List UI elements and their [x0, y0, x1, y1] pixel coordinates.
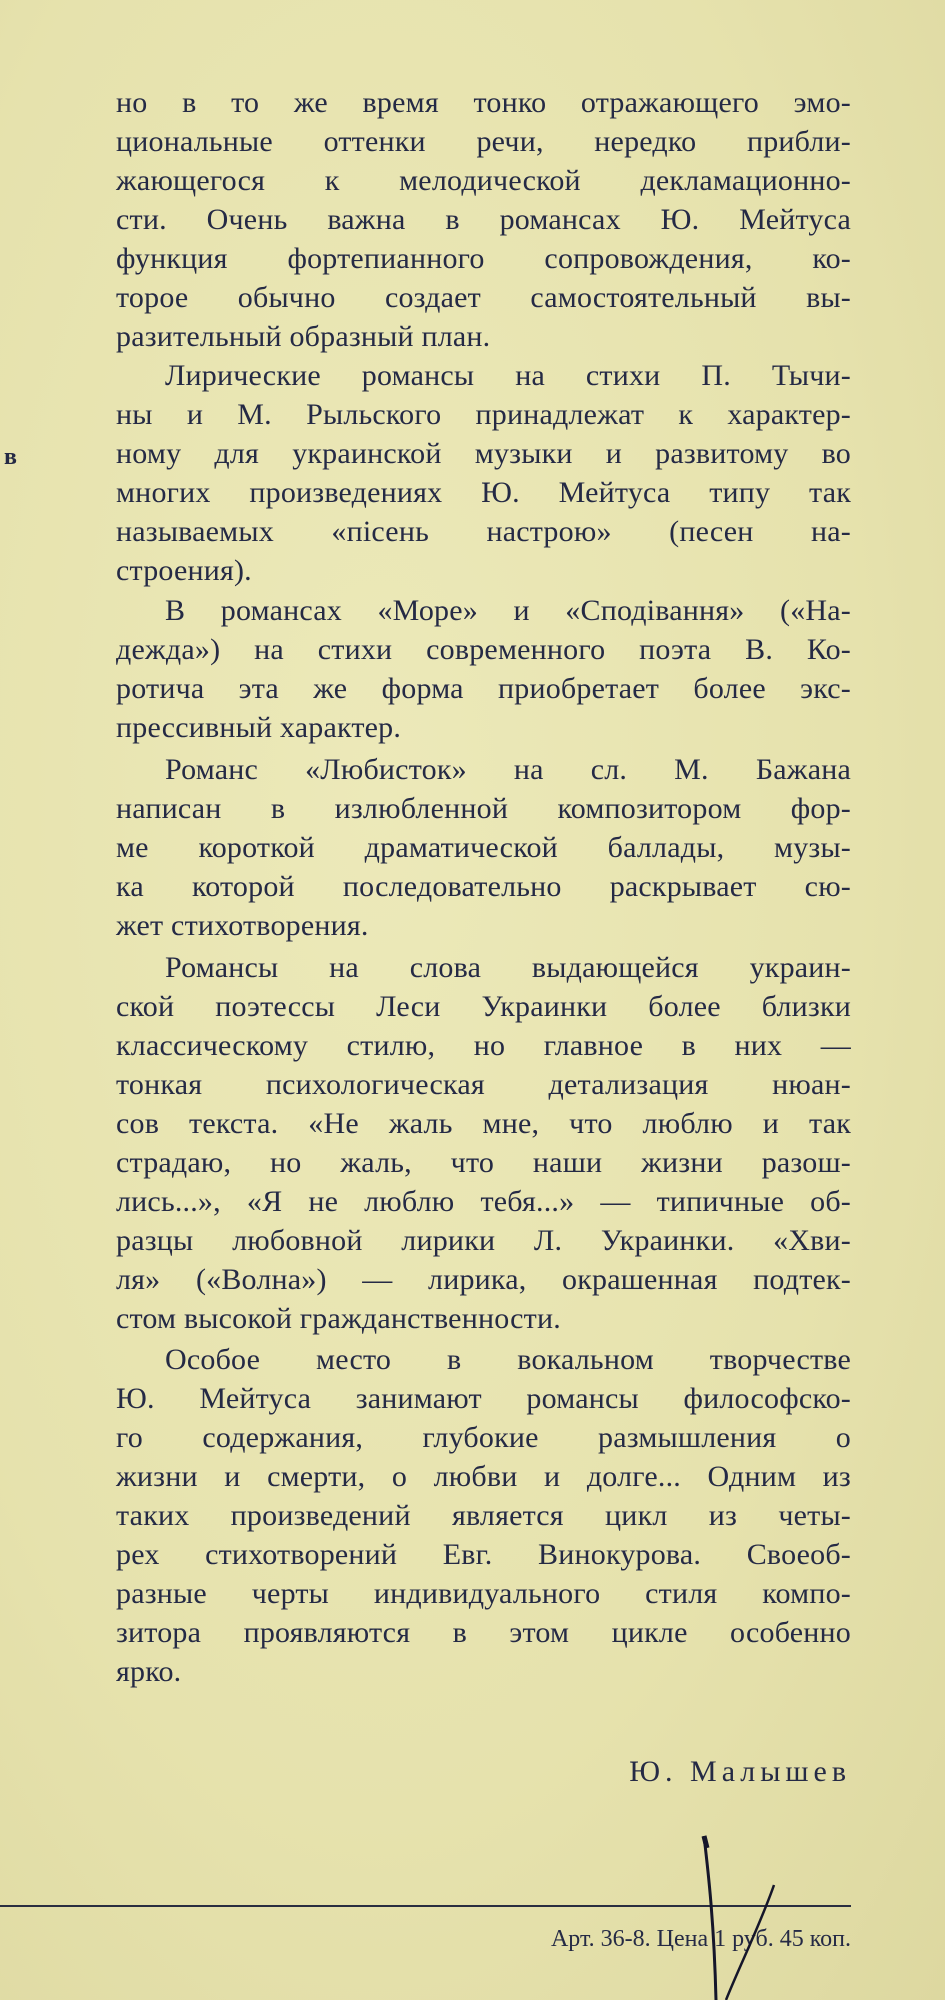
margin-mark: в: [4, 444, 17, 470]
text-line: сов текста. «Не жаль мне, что люблю и так: [116, 1107, 851, 1140]
text-line: го содержания, глубокие размышления о: [116, 1421, 851, 1454]
text-line: жизни и смерти, о любви и долге... Одним из: [116, 1460, 851, 1493]
text-line: таких произведений является цикл из четы-: [116, 1499, 851, 1532]
text-line: лись...», «Я не люблю тебя...» — типичные об-: [116, 1185, 851, 1218]
text-line: стом высокой гражданственности.: [116, 1302, 561, 1335]
text-line: ля» («Волна») — лирика, окрашенная подтек-: [116, 1263, 851, 1296]
text-line: торое обычно создает самостоятельный вы-: [116, 281, 851, 314]
text-line: многих произведениях Ю. Мейтуса типу так: [116, 476, 851, 509]
text-line: рех стихотворений Евг. Винокурова. Своеоб-: [116, 1538, 851, 1571]
text-line: зитора проявляются в этом цикле особенно: [116, 1616, 851, 1649]
text-line: циональные оттенки речи, нередко прибли-: [116, 125, 851, 158]
text-line: ному для украинской музыки и развитому во: [116, 437, 851, 470]
text-line: Романсы на слова выдающейся украин-: [165, 951, 851, 984]
text-line: Романс «Любисток» на сл. М. Бажана: [165, 753, 851, 786]
text-line: страдаю, но жаль, что наши жизни разош-: [116, 1146, 851, 1179]
text-line: жающегося к мелодической декламационно-: [116, 164, 851, 197]
text-line: ме короткой драматической баллады, музы-: [116, 831, 851, 864]
text-line: ярко.: [116, 1655, 182, 1688]
text-line: строения).: [116, 554, 252, 587]
text-line: жет стихотворения.: [116, 909, 369, 942]
handwritten-mark-icon: [690, 1830, 810, 2000]
text-line: ка которой последовательно раскрывает сю-: [116, 870, 851, 903]
text-line: ротича эта же форма приобретает более экс-: [116, 672, 851, 705]
text-line: прессивный характер.: [116, 711, 402, 744]
text-line: функция фортепианного сопровождения, ко-: [116, 242, 851, 275]
text-line: классическому стилю, но главное в них —: [116, 1029, 851, 1062]
text-line: дежда») на стихи современного поэта В. Ко-: [116, 633, 851, 666]
text-line: Особое место в вокальном творчестве: [165, 1343, 851, 1376]
author-signature-line: Ю. Малышев: [629, 1755, 851, 1788]
text-line: Ю. Мейтуса занимают романсы философско-: [116, 1382, 851, 1415]
text-line: В романсах «Море» и «Сподiвання» («На-: [165, 594, 851, 627]
text-line: сти. Очень важна в романсах Ю. Мейтуса: [116, 203, 851, 236]
text-line: но в то же время тонко отражающего эмо-: [116, 86, 851, 119]
text-line: ской поэтессы Леси Украинки более близки: [116, 990, 851, 1023]
text-line: тонкая психологическая детализация нюан-: [116, 1068, 851, 1101]
text-line: разные черты индивидуального стиля компо-: [116, 1577, 851, 1610]
text-line: Лирические романсы на стихи П. Тычи-: [165, 359, 851, 392]
text-line: разцы любовной лирики Л. Украинки. «Хви-: [116, 1224, 851, 1257]
text-line: разительный образный план.: [116, 320, 491, 353]
text-line: написан в излюбленной композитором фор-: [116, 792, 851, 825]
text-line: называемых «пiсень настрою» (песен на-: [116, 515, 851, 548]
price-note: Арт. 36-8. Цена 1 руб. 45 коп.: [550, 1926, 851, 1952]
text-line: ны и М. Рыльского принадлежат к характер-: [116, 398, 851, 431]
